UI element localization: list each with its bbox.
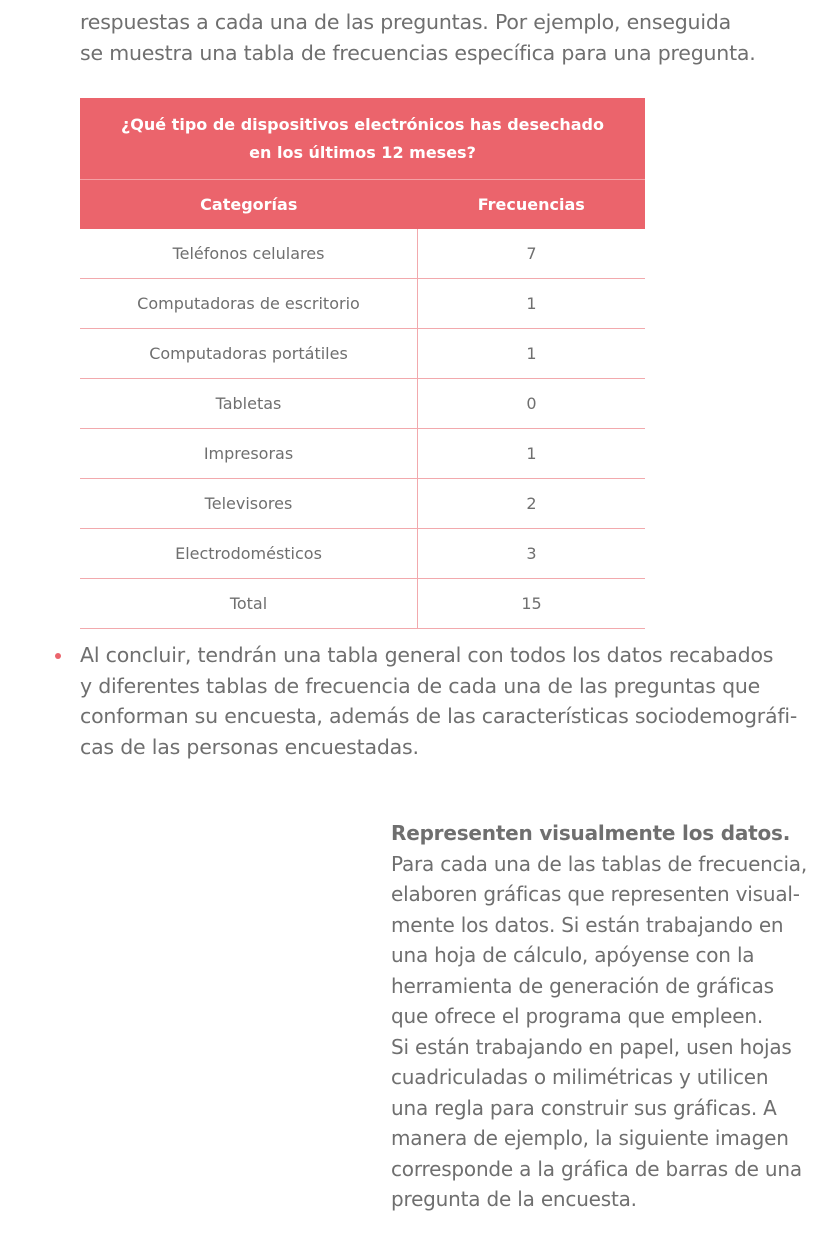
text-line: herramienta de generación de gráficas [391,973,774,998]
table-row [80,279,645,329]
text-line: Al concluir, tendrán una tabla general con todos los datos recabados [80,643,774,667]
visual-paragraph [391,818,808,1211]
text-line: Para cada una de las tablas de frecuencia, [391,851,808,876]
text-line: pregunta de la encuesta. [391,1187,637,1211]
category-cell: Tabletas [80,379,418,429]
category-cell: Computadoras portátiles [80,329,418,379]
category-cell: Computadoras de escritorio [80,279,418,329]
table-row [80,579,645,629]
text-line: una hoja de cálculo, apóyense con la [391,943,755,967]
category-cell: Total [80,579,418,629]
table-title [80,98,645,180]
frequency-cell: 1 [418,329,646,379]
intro-paragraph [80,7,756,68]
text-line: una regla para construir sus gráficas. A [391,1095,777,1120]
frequency-cell: 15 [418,579,646,629]
bullet-icon [55,653,61,659]
text-line: conforman su encuesta, además de las características sociodemográfi- [80,704,798,728]
category-cell: Electrodomésticos [80,529,418,579]
text-line: corresponde a la gráfica de barras de una [391,1156,802,1181]
bullet-paragraph [80,640,797,762]
table-row [80,529,645,579]
text-line: mente los datos. Si están trabajando en [391,912,784,937]
frequency-cell: 1 [418,429,646,479]
text-line: que ofrece el programa que empleen. [391,1004,763,1028]
frequency-table [80,98,645,629]
table-title-line: ¿Qué tipo de dispositivos electrónicos has desechado [120,115,604,134]
frequency-cell: 1 [418,279,646,329]
frequency-cell: 2 [418,479,646,529]
table-row [80,229,645,279]
table-row [80,329,645,379]
column-header-frequencies: Frecuencias [418,180,646,230]
table-row [80,479,645,529]
frequency-cell: 3 [418,529,646,579]
text-line: manera de ejemplo, la siguiente imagen [391,1126,789,1150]
frequency-cell: 0 [418,379,646,429]
text-line: Si están trabajando en papel, usen hojas [391,1034,792,1059]
category-cell: Impresoras [80,429,418,479]
text-line: respuestas a cada una de las preguntas. Por ejemplo, enseguida [80,10,732,34]
text-line: y diferentes tablas de frecuencia de cada una de las preguntas que [80,673,761,698]
text-line: cas de las personas encuestadas. [80,734,419,759]
text-line: se muestra una tabla de frecuencias específica para una pregunta. [80,40,756,65]
table-title-line: en los últimos 12 meses? [249,143,476,162]
category-cell: Televisores [80,479,418,529]
text-line: cuadriculadas o milimétricas y utilicen [391,1065,769,1089]
table-row [80,429,645,479]
frequency-cell: 7 [418,229,646,279]
table-row [80,379,645,429]
text-line: elaboren gráficas que representen visual- [391,882,800,906]
column-header-categories: Categorías [80,180,418,230]
category-cell: Teléfonos celulares [80,229,418,279]
section-heading: Representen visualmente los datos. [391,821,791,845]
